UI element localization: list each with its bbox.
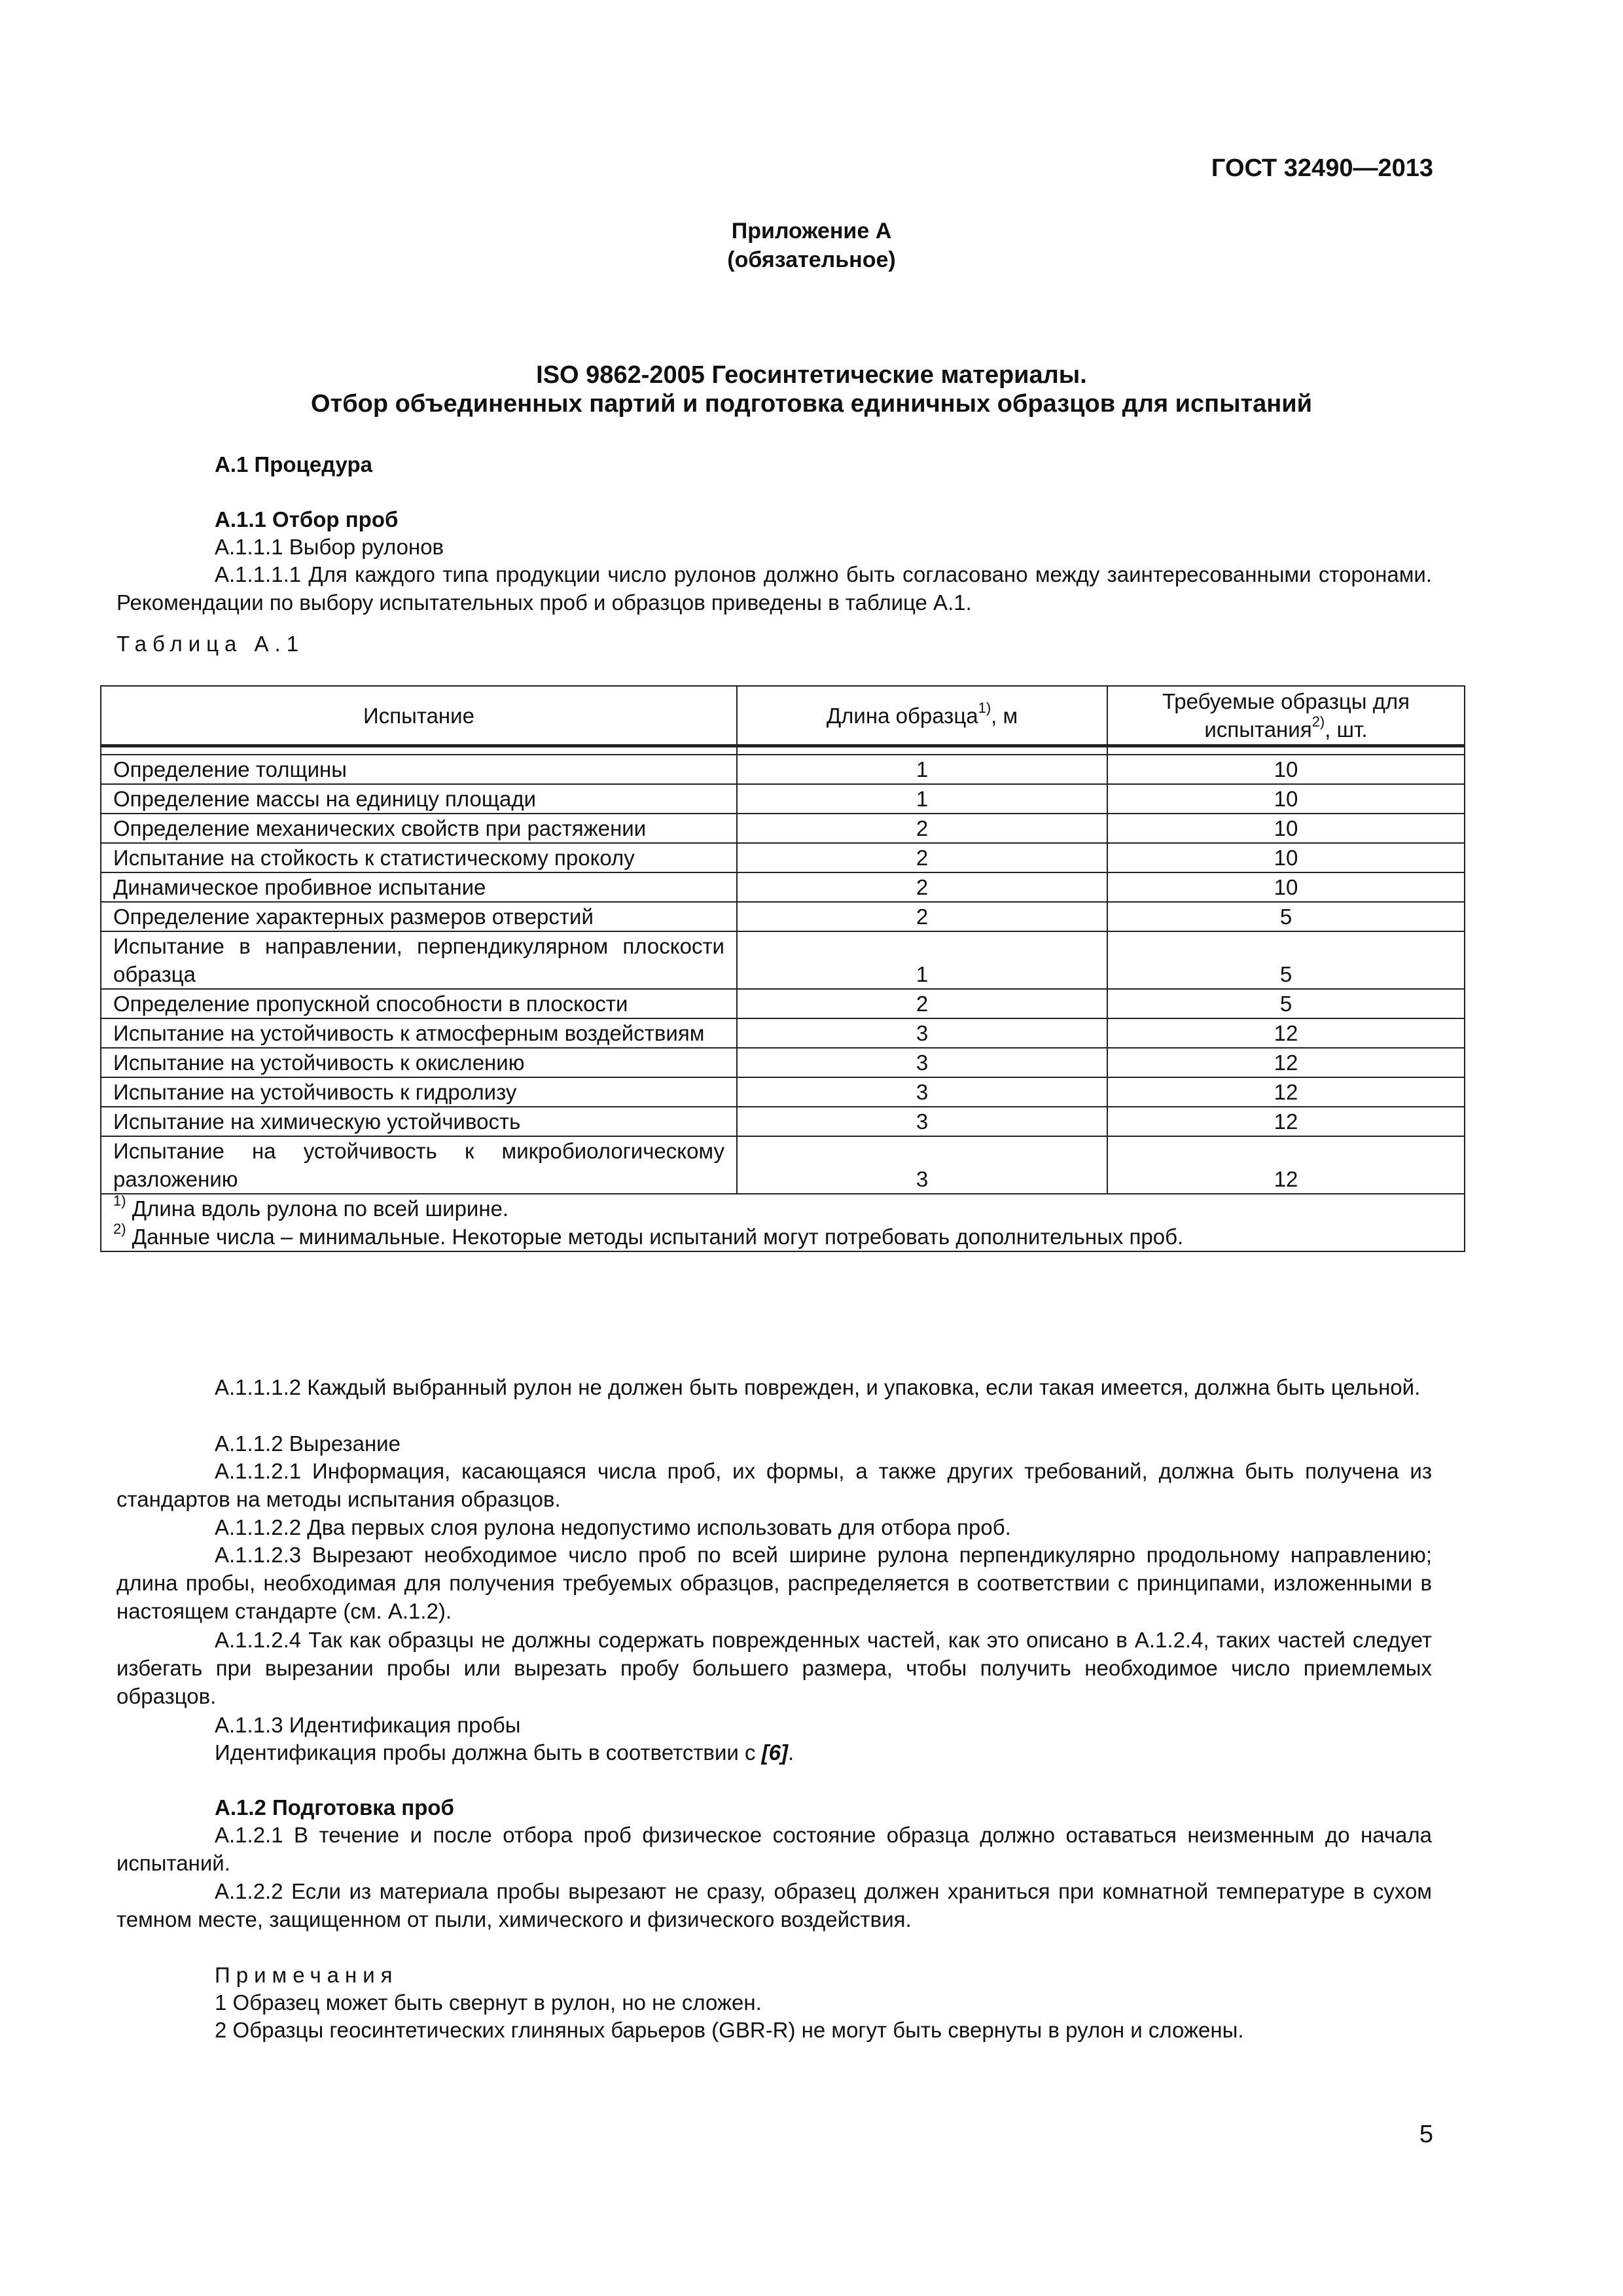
row-length: 1 — [737, 784, 1107, 814]
row-test-name: Испытание на устойчивость к микробиологическому разложению — [101, 1136, 737, 1194]
table-footnotes-row — [101, 1194, 1465, 1251]
row-length: 3 — [737, 1077, 1107, 1107]
row-length: 3 — [737, 1018, 1107, 1048]
row-test-name: Определение массы на единицу площади — [101, 784, 737, 814]
paragraph-a1123: А.1.1.2.3 Вырезают необходимое число проб по всей ширине рулона перпендикулярно продольному направлению; длина пробы, необходимая для получения требуемых образцов, распределяется в соответствии с принципами, изложенными в настоящем стандарте (см. А.1.2). — [116, 1543, 1432, 1623]
paragraph-a122: А.1.2.2 Если из материала пробы вырезают не сразу, образец должен храниться при комнатной температуре в сухом темном месте, защищенном от пыли, химического и физического воздействия. — [116, 1879, 1432, 1931]
row-count: 5 — [1107, 931, 1465, 989]
paragraph-a121: А.1.2.1 В течение и после отбора проб физическое состояние образца должно оставаться неизменным до начала испытаний. — [116, 1823, 1432, 1875]
table-footnotes — [101, 1194, 1465, 1251]
footnote-1-mark: 1) — [113, 1193, 126, 1209]
row-count: 10 — [1107, 755, 1465, 784]
header-count-line2: испытания — [1204, 717, 1312, 742]
footnote-1-text: Длина вдоль рулона по всей ширине. — [126, 1196, 509, 1221]
row-count: 12 — [1107, 1018, 1465, 1048]
row-length: 3 — [737, 1136, 1107, 1194]
row-length: 2 — [737, 814, 1107, 843]
row-length: 2 — [737, 872, 1107, 902]
row-test-name: Определение механических свойств при растяжении — [101, 814, 737, 843]
row-length: 3 — [737, 1107, 1107, 1136]
table-row — [101, 872, 1465, 902]
header-length-unit: , м — [991, 703, 1018, 728]
footnote-2-mark: 2) — [113, 1221, 126, 1237]
footnote-1 — [113, 1194, 1452, 1223]
paragraph-a1124: А.1.1.2.4 Так как образцы не должны содержать поврежденных частей, как это описано в А.1.2.4, таких частей следует избегать при вырезании пробы или вырезать пробу большего размера, чтобы получить необходимое число приемлемых образцов. — [116, 1628, 1432, 1708]
table-row — [101, 1077, 1465, 1107]
row-count: 12 — [1107, 1136, 1465, 1194]
row-count: 5 — [1107, 989, 1465, 1018]
note-item-1: 1 Образец может быть свернут в рулон, но не сложен. — [215, 1990, 762, 2015]
header-test: Испытание — [101, 686, 737, 746]
row-test-name: Испытание на стойкость к статистическому проколу — [101, 843, 737, 872]
document-header: ГОСТ 32490—2013 — [1211, 154, 1433, 182]
table-caption: Таблица А.1 — [116, 632, 305, 656]
row-test-name: Испытание на устойчивость к гидролизу — [101, 1077, 737, 1107]
annex-status: (обязательное) — [727, 247, 896, 272]
row-count: 10 — [1107, 872, 1465, 902]
row-count: 10 — [1107, 843, 1465, 872]
row-length: 2 — [737, 902, 1107, 931]
section-a112-heading: А.1.1.2 Вырезание — [215, 1431, 401, 1456]
table-spacer-row — [101, 746, 1465, 755]
table-row — [101, 931, 1465, 989]
table-row — [101, 784, 1465, 814]
row-test-name: Испытание в направлении, перпендикулярном плоскости образца — [101, 931, 737, 989]
table-row — [101, 814, 1465, 843]
row-test-name: Определение толщины — [101, 755, 737, 784]
row-test-name: Динамическое пробивное испытание — [101, 872, 737, 902]
footnote-2-text: Данные числа – минимальные. Некоторые методы испытаний могут потребовать дополнительных проб. — [126, 1225, 1184, 1249]
table-row — [101, 902, 1465, 931]
row-test-name: Определение характерных размеров отверстий — [101, 902, 737, 931]
row-length: 3 — [737, 1048, 1107, 1077]
header-length-label: Длина образца — [826, 703, 978, 728]
annex-title: Приложение А — [731, 219, 892, 243]
section-a1-heading: А.1 Процедура — [215, 452, 372, 476]
page-number: 5 — [1419, 2121, 1433, 2148]
row-length: 1 — [737, 755, 1107, 784]
row-length: 2 — [737, 843, 1107, 872]
row-test-name: Испытание на устойчивость к окислению — [101, 1048, 737, 1077]
header-count-line1: Требуемые образцы для — [1162, 689, 1410, 713]
identification-text: Идентификация пробы должна быть в соответствии с — [215, 1740, 762, 1765]
row-count: 5 — [1107, 902, 1465, 931]
notes-title: Примечания — [215, 1963, 399, 1987]
table-row — [101, 1048, 1465, 1077]
header-length-footnote-mark: 1) — [978, 699, 991, 716]
identification-end: . — [788, 1740, 794, 1765]
table-header-row — [101, 686, 1465, 746]
header-count-unit: , шт. — [1325, 717, 1368, 742]
row-length: 1 — [737, 931, 1107, 989]
header-count-footnote-mark: 2) — [1311, 713, 1325, 730]
row-count: 12 — [1107, 1107, 1465, 1136]
paragraph-identification — [215, 1738, 794, 1767]
row-count: 12 — [1107, 1048, 1465, 1077]
row-count: 10 — [1107, 814, 1465, 843]
row-test-name: Испытание на химическую устойчивость — [101, 1107, 737, 1136]
paragraph-a1111: А.1.1.1.1 Для каждого типа продукции число рулонов должно быть согласовано между заинтересованными сторонами. Рекомендации по выбору испытательных проб и образцов приведены в таблице А.1. — [116, 562, 1432, 615]
section-a11-heading: А.1.1 Отбор проб — [215, 507, 399, 531]
footnote-2 — [113, 1223, 1452, 1251]
row-test-name: Испытание на устойчивость к атмосферным воздействиям — [101, 1018, 737, 1048]
table-row — [101, 1107, 1465, 1136]
section-a12-heading: А.1.2 Подготовка проб — [215, 1795, 454, 1820]
paragraph-a1121: А.1.1.2.1 Информация, касающаяся числа проб, их формы, а также других требований, должна быть получена из стандартов на методы испытания образцов. — [116, 1459, 1432, 1511]
doc-title-line1: ISO 9862-2005 Геосинтетические материалы. — [536, 361, 1087, 389]
paragraph-a1112: А.1.1.1.2 Каждый выбранный рулон не должен быть поврежден, и упаковка, если такая имеется, должна быть цельной. — [215, 1375, 1421, 1399]
table-row — [101, 755, 1465, 784]
row-count: 12 — [1107, 1077, 1465, 1107]
row-count: 10 — [1107, 784, 1465, 814]
row-length: 2 — [737, 989, 1107, 1018]
doc-title-line2: Отбор объединенных партий и подготовка единичных образцов для испытаний — [311, 390, 1312, 418]
section-a113-heading: А.1.1.3 Идентификация пробы — [215, 1713, 521, 1737]
samples-table — [100, 685, 1465, 1252]
header-count — [1107, 686, 1465, 746]
section-a111-heading: А.1.1.1 Выбор рулонов — [215, 535, 444, 559]
table-row — [101, 989, 1465, 1018]
table-row — [101, 1136, 1465, 1194]
header-length — [737, 686, 1107, 746]
reference-6: [6] — [761, 1740, 789, 1765]
table-row — [101, 843, 1465, 872]
row-test-name: Определение пропускной способности в плоскости — [101, 989, 737, 1018]
table-row — [101, 1018, 1465, 1048]
note-item-2: 2 Образцы геосинтетических глиняных барьеров (GBR-R) не могут быть свернуты в рулон и сложены. — [215, 2018, 1244, 2042]
paragraph-a1122: А.1.1.2.2 Два первых слоя рулона недопустимо использовать для отбора проб. — [215, 1515, 1011, 1539]
